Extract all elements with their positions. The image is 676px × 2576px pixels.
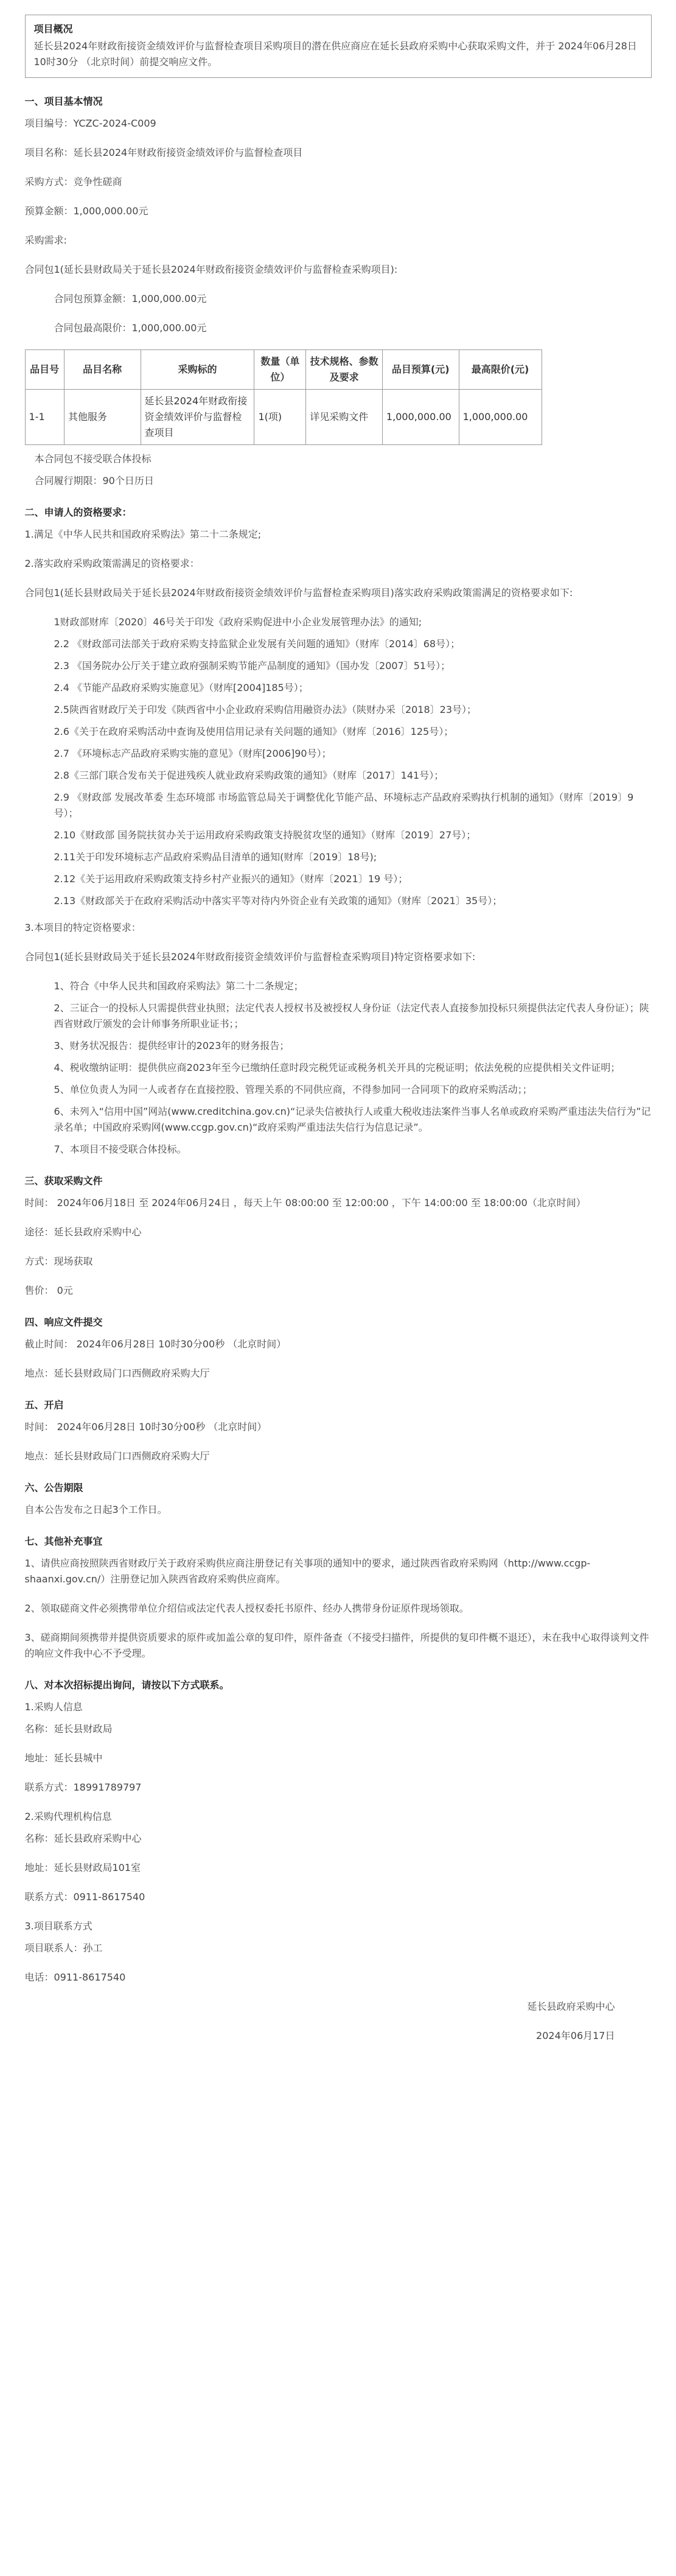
table-row xyxy=(25,390,542,445)
list-item: 1财政部财库〔2020〕46号关于印发《政府采购促进中小企业发展管理办法》的通知; xyxy=(54,616,422,628)
list-item: 2.8《三部门联合发布关于促进残疾人就业政府采购政策的通知》（财库〔2017〕141号）； xyxy=(54,770,444,781)
list-item: 1、符合《中华人民共和国政府采购法》第二十二条规定； xyxy=(54,980,304,992)
table-header: 技术规格、参数及要求 xyxy=(306,350,383,390)
contract-period: 合同履行期限：90个日历日 xyxy=(34,475,154,486)
buyer-name: 名称：延长县财政局 xyxy=(24,1723,113,1735)
list-item: 2.2 《财政部司法部关于政府采购支持监狱企业发展有关问题的通知》（财库〔2014〕68号）； xyxy=(54,638,461,650)
section-7-title: 七、其他补充事宜 xyxy=(24,1535,103,1547)
section-8-title: 八、对本次招标提出询问，请按以下方式联系。 xyxy=(24,1679,229,1691)
project-number: 项目编号：YCZC-2024-C009 xyxy=(24,118,156,129)
list-item: 2.13《财政部关于在政府采购活动中落实平等对待内外资企业有关政策的通知》（财库〔2021〕35号）； xyxy=(54,895,503,907)
acquire-mode: 方式：现场获取 xyxy=(24,1255,93,1267)
list-item: 2.6《关于在政府采购活动中查询及使用信用记录有关问题的通知》（财库〔2016〕125号）； xyxy=(54,726,454,737)
list-item: 2.10《财政部 国务院扶贫办关于运用政府采购政策支持脱贫攻坚的通知》（财库〔2019〕27号）； xyxy=(54,829,476,841)
table-cell: 1-1 xyxy=(25,390,64,445)
agent-name: 名称：延长县政府采购中心 xyxy=(24,1833,142,1844)
budget-amount: 预算金额：1,000,000.00元 xyxy=(24,205,148,217)
policy-intro: 合同包1(延长县财政局关于延长县2024年财政衔接资金绩效评价与监督检查采购项目)落实政府采购政策需满足的资格要求如下: xyxy=(24,587,573,598)
table-header: 数量（单位） xyxy=(254,350,306,390)
overview-heading: 项目概况 xyxy=(33,23,73,35)
section-5-title: 五、开启 xyxy=(24,1399,64,1411)
buyer-phone: 联系方式：18991789797 xyxy=(24,1781,142,1793)
table-cell: 1(项) xyxy=(254,390,306,445)
requirement-1: 1.满足《中华人民共和国政府采购法》第二十二条规定; xyxy=(24,528,262,540)
section-3-title: 三、获取采购文件 xyxy=(24,1175,103,1187)
buyer-address: 地址：延长县城中 xyxy=(24,1752,103,1764)
project-name: 项目名称：延长县2024年财政衔接资金绩效评价与监督检查项目 xyxy=(24,147,303,158)
table-cell: 其他服务 xyxy=(64,390,141,445)
procurement-method: 采购方式：竞争性磋商 xyxy=(24,176,122,188)
requirement-2: 2.落实政府采购政策需满足的资格要求： xyxy=(24,558,200,569)
list-item: 2、领取磋商文件必须携带单位介绍信或法定代表人授权委托书原件、经办人携带身份证原件现场领取。 xyxy=(24,1602,469,1614)
signature-org: 延长县政府采购中心 xyxy=(527,2001,615,2012)
table-header: 品目号 xyxy=(25,350,64,390)
list-item: 2.12《关于运用政府采购政策支持乡村产业振兴的通知》（财库〔2021〕19 号）； xyxy=(54,873,408,885)
list-item: 2.9 《财政部 发展改革委 生态环境部 市场监管总局关于调整优化节能产品、环境标志产品政府采购执行机制的通知》（财库〔2019〕9号）； xyxy=(54,791,634,819)
table-cell: 1,000,000.00 xyxy=(459,390,542,445)
specific-list xyxy=(25,978,652,1157)
table-header-row xyxy=(25,350,542,390)
contract-pack: 合同包1(延长县财政局关于延长县2024年财政衔接资金绩效评价与监督检查采购项目): xyxy=(24,264,398,275)
table-header: 品目名称 xyxy=(64,350,141,390)
acquire-time: 时间： 2024年06月18日 至 2024年06月24日 ，每天上午 08:00:00 至 12:00:00 ，下午 14:00:00 至 18:00:00（北京时间） xyxy=(24,1197,586,1209)
contact-person: 项目联系人：孙工 xyxy=(24,1942,103,1954)
section-4-title: 四、响应文件提交 xyxy=(24,1316,103,1328)
submit-deadline: 截止时间： 2024年06月28日 10时30分00秒 （北京时间） xyxy=(24,1338,287,1350)
specific-intro: 合同包1(延长县财政局关于延长县2024年财政衔接资金绩效评价与监督检查采购项目)特定资格要求如下: xyxy=(24,951,476,963)
list-item: 3、财务状况报告：提供经审计的2023年的财务报告； xyxy=(54,1040,290,1051)
announcement-period: 自本公告发布之日起3个工作日。 xyxy=(24,1504,167,1515)
table-header: 品目预算(元) xyxy=(382,350,459,390)
acquire-price: 售价： 0元 xyxy=(24,1285,73,1296)
list-item: 5、单位负责人为同一人或者存在直接控股、管理关系的不同供应商，不得参加同一合同项下的政府采购活动；； xyxy=(54,1084,532,1095)
list-item: 2.5陕西省财政厅关于印发《陕西省中小企业政府采购信用融资办法》（陕财办采〔2018〕23号）； xyxy=(54,704,477,715)
list-item: 2.7 《环境标志产品政府采购实施的意见》（财库[2006]90号）； xyxy=(54,748,332,759)
policy-list xyxy=(25,614,652,909)
overview-box xyxy=(25,15,652,78)
procurement-demand: 采购需求: xyxy=(24,234,67,246)
agent-address: 地址：延长县财政局101室 xyxy=(24,1862,141,1873)
section-6-title: 六、公告期限 xyxy=(24,1482,83,1493)
table-cell: 详见采购文件 xyxy=(306,390,383,445)
table-header: 采购标的 xyxy=(141,350,254,390)
agent-heading: 2.采购代理机构信息 xyxy=(24,1811,112,1822)
opening-place: 地点：延长县财政局门口西侧政府采购大厅 xyxy=(24,1450,210,1462)
table-cell: 1,000,000.00 xyxy=(382,390,459,445)
list-item: 6、未列入“信用中国”网站(www.creditchina.gov.cn)“记录失信被执行人或重大税收违法案件当事人名单或政府采购严重违法失信行为”记录名单；中国政府采购网(www.ccgp.gov.cn)“政府采购严重违法失信行为信息记录”。 xyxy=(54,1106,651,1133)
section-2-title: 二、申请人的资格要求： xyxy=(24,507,132,518)
requirement-3: 3.本项目的特定资格要求： xyxy=(24,922,141,933)
list-item: 2.11关于印发环境标志产品政府采购品目清单的通知(财库〔2019〕18号); xyxy=(54,851,377,863)
list-item: 4、税收缴纳证明：提供供应商2023年至今已缴纳任意时段完税凭证或税务机关开具的完税证明；依法免税的应提供相关文件证明； xyxy=(54,1062,621,1073)
overview-text: 延长县2024年财政衔接资金绩效评价与监督检查项目采购项目的潜在供应商应在延长县政府采购中心获取采购文件，并于 2024年06月28日 10时30分 （北京时间）前提交响应文件。 xyxy=(33,40,637,68)
no-union-note: 本合同包不接受联合体投标 xyxy=(34,453,152,465)
signature-date: 2024年06月17日 xyxy=(536,2030,615,2041)
contact-phone: 电话：0911-8617540 xyxy=(24,1971,126,1983)
pack-max-price: 合同包最高限价：1,000,000.00元 xyxy=(54,322,207,334)
list-item: 1、请供应商按照陕西省财政厅关于政府采购供应商注册登记有关事项的通知中的要求，通过陕西省政府采购网（http://www.ccgp-shaanxi.gov.cn/）注册登记加入陕西省政府采购供应商库。 xyxy=(24,1557,591,1585)
list-item: 2、三证合一的投标人只需提供营业执照；法定代表人授权书及被授权人身份证（法定代表人直接参加投标只须提供法定代表人身份证）；陕西省财政厅颁发的会计师事务所职业证书；； xyxy=(54,1002,649,1030)
list-item: 2.4 《节能产品政府采购实施意见》（财库[2004]185号）； xyxy=(54,682,308,693)
buyer-heading: 1.采购人信息 xyxy=(24,1701,83,1713)
items-table xyxy=(25,349,542,445)
agent-phone: 联系方式：0911-8617540 xyxy=(24,1891,145,1903)
opening-time: 时间： 2024年06月28日 10时30分00秒 （北京时间） xyxy=(24,1421,267,1433)
pack-budget: 合同包预算金额：1,000,000.00元 xyxy=(54,293,207,304)
section-1-title: 一、项目基本情况 xyxy=(24,96,103,107)
list-item: 2.3 《国务院办公厅关于建立政府强制采购节能产品制度的通知》（国办发〔2007〕51号）； xyxy=(54,660,451,672)
list-item: 3、磋商期间须携带并提供资质要求的原件或加盖公章的复印件，原件备查（不接受扫描件，所提供的复印件概不退还），未在我中心取得谈判文件的响应文件我中心不予受理。 xyxy=(24,1632,649,1659)
acquire-way: 途径：延长县政府采购中心 xyxy=(24,1226,142,1238)
contact-heading: 3.项目联系方式 xyxy=(24,1920,92,1932)
list-item: 7、本项目不接受联合体投标。 xyxy=(54,1143,187,1155)
table-header: 最高限价(元) xyxy=(459,350,542,390)
table-cell: 延长县2024年财政衔接资金绩效评价与监督检查项目 xyxy=(141,390,254,445)
announcement-page xyxy=(25,0,652,2044)
submit-place: 地点：延长县财政局门口西侧政府采购大厅 xyxy=(24,1367,210,1379)
